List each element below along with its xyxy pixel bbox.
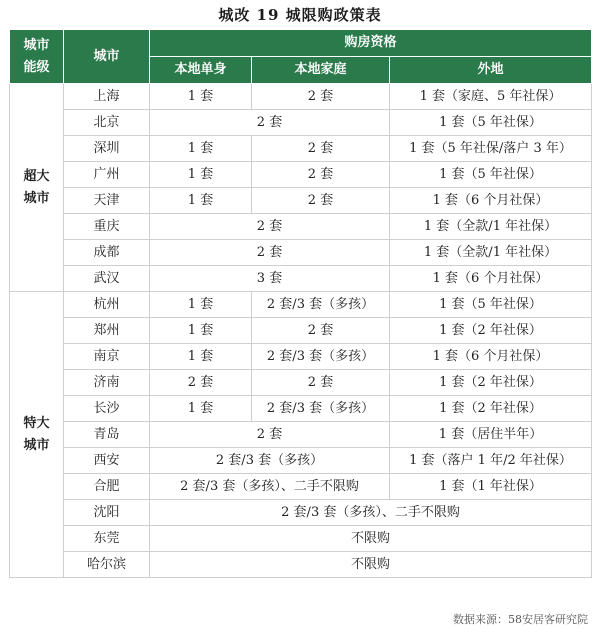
tier-super-cell	[10, 84, 64, 292]
family-cell: 2 套	[252, 188, 390, 214]
city-cell: 广州	[64, 162, 150, 188]
table-row	[10, 318, 592, 344]
table-row	[10, 214, 592, 240]
nonlocal-cell: 1 套（2 年社保）	[390, 396, 592, 422]
family-cell: 2 套/3 套（多孩）	[252, 292, 390, 318]
nonlocal-cell: 1 套（1 年社保）	[390, 474, 592, 500]
all-merged-cell: 不限购	[150, 526, 592, 552]
local-merged-cell: 2 套	[150, 110, 390, 136]
table-row	[10, 500, 592, 526]
nonlocal-cell: 1 套（全款/1 年社保）	[390, 214, 592, 240]
single-cell: 1 套	[150, 162, 252, 188]
single-cell: 1 套	[150, 84, 252, 110]
nonlocal-cell: 1 套（落户 1 年/2 年社保）	[390, 448, 592, 474]
header-qualification: 购房资格	[150, 30, 592, 57]
local-merged-cell: 2 套	[150, 240, 390, 266]
header-tier	[10, 30, 64, 84]
header-tier-line2: 能级	[23, 59, 50, 75]
nonlocal-cell: 1 套（2 年社保）	[390, 370, 592, 396]
city-cell: 成都	[64, 240, 150, 266]
city-cell: 沈阳	[64, 500, 150, 526]
nonlocal-cell: 1 套（全款/1 年社保）	[390, 240, 592, 266]
single-cell: 1 套	[150, 396, 252, 422]
nonlocal-cell: 1 套（6 个月社保）	[390, 188, 592, 214]
all-merged-cell: 2 套/3 套（多孩）、二手不限购	[150, 500, 592, 526]
table-row	[10, 474, 592, 500]
nonlocal-cell: 1 套（5 年社保）	[390, 162, 592, 188]
table-row	[10, 110, 592, 136]
local-merged-cell: 2 套/3 套（多孩）、二手不限购	[150, 474, 390, 500]
family-cell: 2 套/3 套（多孩）	[252, 396, 390, 422]
table-row	[10, 448, 592, 474]
tier-extra-cell	[10, 292, 64, 578]
city-cell: 合肥	[64, 474, 150, 500]
header-nonlocal: 外地	[390, 57, 592, 84]
nonlocal-cell: 1 套（5 年社保）	[390, 292, 592, 318]
local-merged-cell: 3 套	[150, 266, 390, 292]
city-cell: 天津	[64, 188, 150, 214]
table-row	[10, 526, 592, 552]
table-row	[10, 136, 592, 162]
nonlocal-cell: 1 套（家庭、5 年社保）	[390, 84, 592, 110]
nonlocal-cell: 1 套（6 个月社保）	[390, 266, 592, 292]
table-row	[10, 422, 592, 448]
single-cell: 1 套	[150, 318, 252, 344]
table-header	[10, 30, 592, 84]
nonlocal-cell: 1 套（5 年社保/落户 3 年）	[390, 136, 592, 162]
nonlocal-cell: 1 套（6 个月社保）	[390, 344, 592, 370]
table-row	[10, 266, 592, 292]
single-cell: 1 套	[150, 292, 252, 318]
table-row	[10, 292, 592, 318]
header-city: 城市	[64, 30, 150, 84]
single-cell: 1 套	[150, 344, 252, 370]
city-cell: 杭州	[64, 292, 150, 318]
city-cell: 东莞	[64, 526, 150, 552]
city-cell: 北京	[64, 110, 150, 136]
family-cell: 2 套	[252, 318, 390, 344]
city-cell: 南京	[64, 344, 150, 370]
city-cell: 武汉	[64, 266, 150, 292]
header-tier-line1: 城市	[23, 37, 50, 53]
policy-table	[9, 29, 592, 578]
table-row	[10, 162, 592, 188]
family-cell: 2 套	[252, 162, 390, 188]
single-cell: 1 套	[150, 136, 252, 162]
table-row	[10, 188, 592, 214]
city-cell: 哈尔滨	[64, 552, 150, 578]
table-row	[10, 84, 592, 110]
city-cell: 郑州	[64, 318, 150, 344]
city-cell: 西安	[64, 448, 150, 474]
header-local-single: 本地单身	[150, 57, 252, 84]
tier-super-line2: 城市	[23, 190, 50, 206]
city-cell: 上海	[64, 84, 150, 110]
family-cell: 2 套	[252, 136, 390, 162]
tier-extra-line1: 特大	[23, 415, 50, 431]
family-cell: 2 套/3 套（多孩）	[252, 344, 390, 370]
single-cell: 1 套	[150, 188, 252, 214]
nonlocal-cell: 1 套（5 年社保）	[390, 110, 592, 136]
table-row	[10, 240, 592, 266]
city-cell: 深圳	[64, 136, 150, 162]
tier-extra-line2: 城市	[23, 437, 50, 453]
local-merged-cell: 2 套	[150, 422, 390, 448]
local-merged-cell: 2 套/3 套（多孩）	[150, 448, 390, 474]
table-row	[10, 370, 592, 396]
nonlocal-cell: 1 套（居住半年）	[390, 422, 592, 448]
tier-super-line1: 超大	[23, 168, 50, 184]
local-merged-cell: 2 套	[150, 214, 390, 240]
page-title: 城改 19 城限购政策表	[218, 6, 382, 24]
all-merged-cell: 不限购	[150, 552, 592, 578]
table-row	[10, 552, 592, 578]
city-cell: 重庆	[64, 214, 150, 240]
city-cell: 青岛	[64, 422, 150, 448]
data-source-note: 数据来源：58安居客研究院	[453, 613, 588, 626]
single-cell: 2 套	[150, 370, 252, 396]
nonlocal-cell: 1 套（2 年社保）	[390, 318, 592, 344]
family-cell: 2 套	[252, 84, 390, 110]
header-local-family: 本地家庭	[252, 57, 390, 84]
table-row	[10, 396, 592, 422]
city-cell: 济南	[64, 370, 150, 396]
table-row	[10, 344, 592, 370]
family-cell: 2 套	[252, 370, 390, 396]
city-cell: 长沙	[64, 396, 150, 422]
